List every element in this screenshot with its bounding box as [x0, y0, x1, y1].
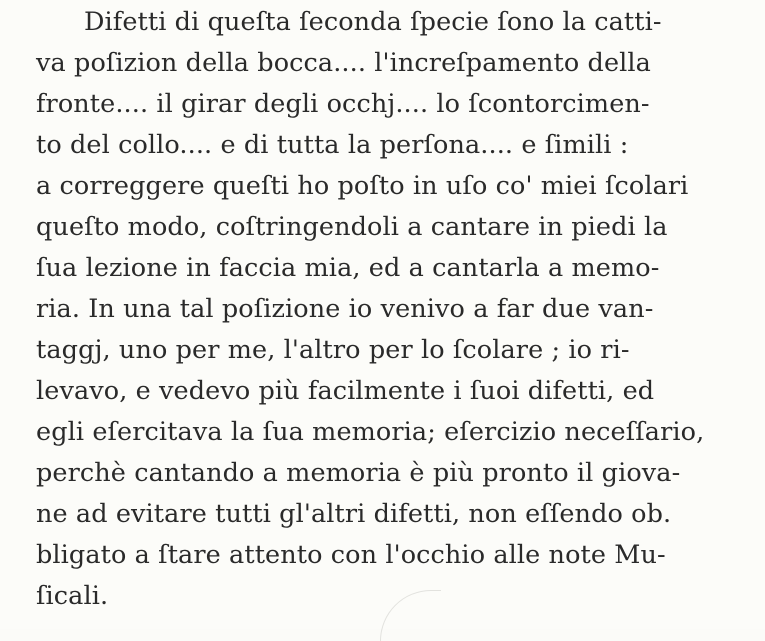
text-line-14: bligato a ſtare attento con l'occhio alle note Mu-: [36, 540, 666, 570]
text-line-1: Difetti di queſta ſeconda ſpecie ſono la catti-: [84, 7, 662, 37]
text-line-7: ſua lezione in faccia mia, ed a cantarla a memo-: [36, 253, 660, 283]
text-line-6: queſto modo, coſtringendoli a cantare in piedi la: [36, 212, 668, 242]
paper-crease-mark: [380, 590, 441, 641]
text-line-11: egli eſercitava la ſua memoria; eſercizio neceſſario,: [36, 417, 705, 447]
text-line-9: taggj, uno per me, l'altro per lo ſcolare ; io ri-: [36, 335, 630, 365]
text-line-8: ria. In una tal poſizione io venivo a far due van-: [36, 294, 654, 324]
text-line-2: va poſizion della bocca.... l'increſpamento della: [36, 48, 651, 78]
text-line-4: to del collo.... e di tutta la perſona.... e ſimili :: [36, 130, 629, 160]
text-line-3: fronte.... il girar degli occhj.... lo ſcontorcimen-: [36, 89, 650, 119]
text-line-13: ne ad evitare tutti gl'altri difetti, non eſſendo ob.: [36, 499, 672, 529]
text-line-12: perchè cantando a memoria è più pronto il giova-: [36, 458, 681, 488]
text-line-15: ſicali.: [36, 581, 109, 611]
text-line-10: levavo, e vedevo più facilmente i ſuoi difetti, ed: [36, 376, 655, 406]
text-line-5: a correggere queſti ho poſto in uſo co' miei ſcolari: [36, 171, 689, 201]
